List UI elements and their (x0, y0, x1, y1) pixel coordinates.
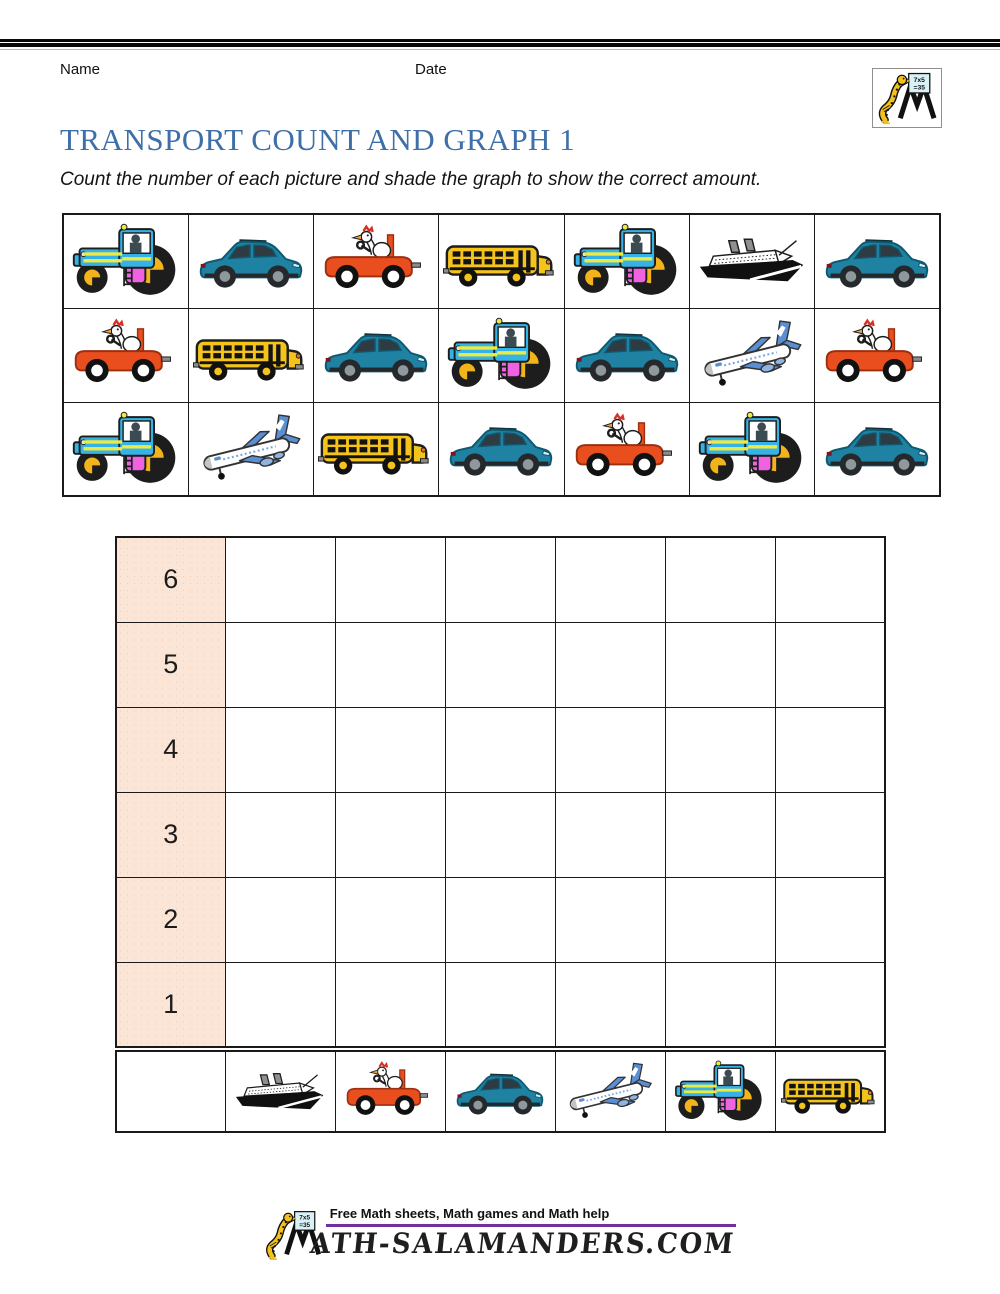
ship-icon (231, 1059, 329, 1125)
picture-cell-ship (689, 214, 814, 308)
picture-row-3 (63, 402, 940, 496)
graph-cell-suv-5[interactable] (445, 622, 555, 707)
graph-row-2 (116, 877, 885, 962)
suv-icon (318, 316, 434, 394)
graph-cell-plane-5[interactable] (555, 622, 665, 707)
graph-cell-bus-1[interactable] (775, 962, 885, 1047)
suv-icon (451, 1059, 549, 1125)
graph-cell-suv-3[interactable] (445, 792, 555, 877)
car-icon (68, 316, 184, 394)
suv-icon (193, 222, 309, 300)
graph-row-6 (116, 537, 885, 622)
picture-cell-suv (439, 402, 564, 496)
ship-icon (694, 222, 810, 300)
picture-cell-tractor (564, 214, 689, 308)
picture-cell-tractor (439, 308, 564, 402)
graph-cell-suv-1[interactable] (445, 962, 555, 1047)
graph-row-label-4: 4 (116, 707, 225, 792)
plane-icon (193, 410, 309, 488)
graph-cell-bus-6[interactable] (775, 537, 885, 622)
picture-cell-car (564, 402, 689, 496)
picture-cell-suv (188, 214, 313, 308)
suv-icon (819, 222, 935, 300)
graph-cell-tractor-5[interactable] (665, 622, 775, 707)
graph-cell-plane-6[interactable] (555, 537, 665, 622)
suv-icon (819, 410, 935, 488)
graph-cell-ship-3[interactable] (225, 792, 335, 877)
bus-icon (781, 1059, 879, 1125)
tractor-icon (569, 222, 685, 300)
instruction-text: Count the number of each picture and shade the graph to show the correct amount. (60, 169, 762, 190)
picture-cell-suv (815, 214, 940, 308)
picture-cell-bus (314, 402, 439, 496)
graph-cell-ship-1[interactable] (225, 962, 335, 1047)
graph-category-suv (445, 1051, 555, 1132)
graph-row-label-6: 6 (116, 537, 225, 622)
tractor-icon (68, 222, 184, 300)
graph-cell-plane-2[interactable] (555, 877, 665, 962)
suv-icon (569, 316, 685, 394)
graph-cell-bus-3[interactable] (775, 792, 885, 877)
footer (0, 1206, 1000, 1262)
graph-cell-suv-2[interactable] (445, 877, 555, 962)
graph-cell-ship-6[interactable] (225, 537, 335, 622)
car-icon (819, 316, 935, 394)
graph-row-label-2: 2 (116, 877, 225, 962)
graph-cell-car-5[interactable] (335, 622, 445, 707)
graph-category-ship (225, 1051, 335, 1132)
picture-cell-plane (188, 402, 313, 496)
graph-category-row (116, 1051, 885, 1132)
salamander-logo-icon (876, 71, 938, 125)
picture-row-1 (63, 214, 940, 308)
graph-cell-car-3[interactable] (335, 792, 445, 877)
graph-cell-suv-4[interactable] (445, 707, 555, 792)
car-icon (569, 410, 685, 488)
picture-cell-car (314, 214, 439, 308)
picture-cell-car (815, 308, 940, 402)
graph-category-car (335, 1051, 445, 1132)
picture-row-2 (63, 308, 940, 402)
graph-cell-tractor-1[interactable] (665, 962, 775, 1047)
count-graph-body (116, 537, 885, 1047)
car-icon (318, 222, 434, 300)
graph-row-label-1: 1 (116, 962, 225, 1047)
tractor-icon (671, 1059, 769, 1125)
graph-cell-tractor-6[interactable] (665, 537, 775, 622)
graph-row-label-5: 5 (116, 622, 225, 707)
graph-cell-suv-6[interactable] (445, 537, 555, 622)
graph-corner-cell (116, 1051, 225, 1132)
picture-cell-tractor (689, 402, 814, 496)
picture-cell-suv (815, 402, 940, 496)
count-graph (115, 536, 886, 1048)
bus-icon (318, 410, 434, 488)
graph-category-plane (555, 1051, 665, 1132)
graph-cell-ship-2[interactable] (225, 877, 335, 962)
top-rule (0, 39, 1000, 50)
car-icon (341, 1059, 439, 1125)
picture-cell-bus (439, 214, 564, 308)
graph-cell-car-6[interactable] (335, 537, 445, 622)
graph-row-4 (116, 707, 885, 792)
footer-tagline: Free Math sheets, Math games and Math help (329, 1206, 610, 1221)
graph-cell-car-2[interactable] (335, 877, 445, 962)
picture-cell-car (63, 308, 188, 402)
plane-icon (561, 1059, 659, 1125)
graph-row-label-3: 3 (116, 792, 225, 877)
picture-cell-bus (188, 308, 313, 402)
graph-row-3 (116, 792, 885, 877)
bus-icon (193, 316, 309, 394)
graph-cell-ship-5[interactable] (225, 622, 335, 707)
tractor-icon (443, 316, 559, 394)
picture-cell-tractor (63, 402, 188, 496)
bus-icon (443, 222, 559, 300)
graph-cell-tractor-2[interactable] (665, 877, 775, 962)
graph-category-strip (115, 1050, 886, 1133)
tractor-icon (694, 410, 810, 488)
graph-cell-ship-4[interactable] (225, 707, 335, 792)
graph-cell-tractor-3[interactable] (665, 792, 775, 877)
page-title: TRANSPORT COUNT AND GRAPH 1 (60, 122, 576, 157)
name-label: Name (60, 61, 101, 78)
plane-icon (694, 316, 810, 394)
graph-cell-plane-4[interactable] (555, 707, 665, 792)
graph-category-tractor (665, 1051, 775, 1132)
footer-purple-rule (326, 1224, 737, 1227)
picture-cell-suv (314, 308, 439, 402)
graph-cell-car-1[interactable] (335, 962, 445, 1047)
picture-grid (62, 213, 941, 497)
graph-cell-bus-5[interactable] (775, 622, 885, 707)
graph-cell-plane-3[interactable] (555, 792, 665, 877)
graph-cell-plane-1[interactable] (555, 962, 665, 1047)
picture-cell-plane (689, 308, 814, 402)
picture-cell-suv (564, 308, 689, 402)
picture-cell-tractor (63, 214, 188, 308)
graph-category-strip-body (116, 1051, 885, 1132)
graph-row-5 (116, 622, 885, 707)
math-salamanders-corner-logo (872, 68, 942, 128)
tractor-icon (68, 410, 184, 488)
graph-cell-tractor-4[interactable] (665, 707, 775, 792)
picture-grid-body (63, 214, 940, 496)
suv-icon (443, 410, 559, 488)
graph-cell-car-4[interactable] (335, 707, 445, 792)
graph-category-bus (775, 1051, 885, 1132)
date-label: Date (415, 61, 447, 78)
footer-site-text: ATH-SALAMANDERS.COM (308, 1228, 737, 1261)
graph-row-1 (116, 962, 885, 1047)
graph-cell-bus-4[interactable] (775, 707, 885, 792)
graph-cell-bus-2[interactable] (775, 877, 885, 962)
